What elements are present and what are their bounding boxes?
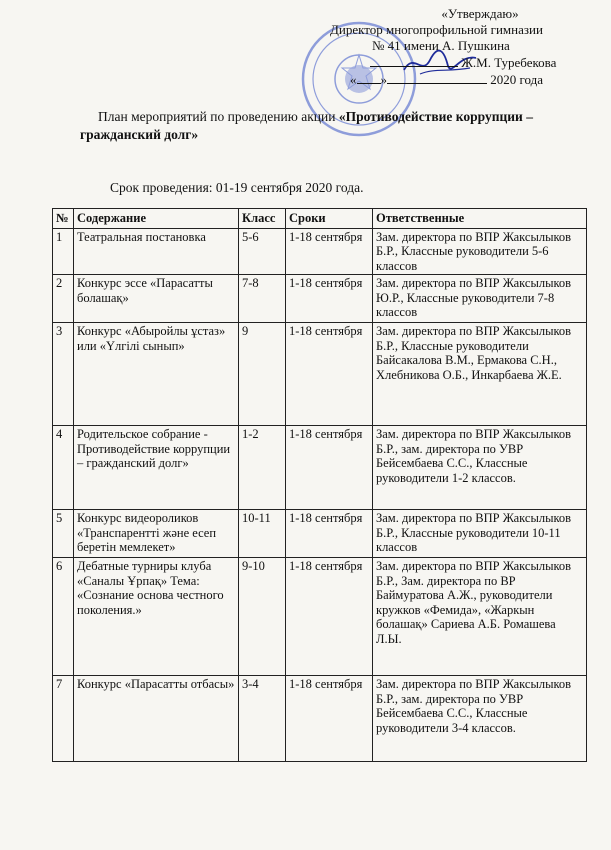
cell-responsible: Зам. директора по ВПР Жаксылыков Ю.Р., Классные руководители 7-8 классов [373,275,587,323]
cell-responsible: Зам. директора по ВПР Жаксылыков Б.Р., Классные руководители 10-11 классов [373,510,587,558]
header-term: Сроки [286,209,373,229]
cell-term: 1-18 сентября [286,558,373,676]
header-responsible: Ответственные [373,209,587,229]
approval-date: « » 2020 года [350,72,544,87]
cell-num: 4 [53,426,74,510]
cell-content: Конкурс эссе «Парасатты болашақ» [74,275,239,323]
cell-term: 1-18 сентября [286,275,373,323]
approval-heading: «Утверждаю» [441,6,519,21]
cell-responsible: Зам. директора по ВПР Жаксылыков Б.Р., Классные руководители 5-6 классов [373,228,587,275]
table-row [53,323,587,426]
approval-block [330,6,600,88]
table-row [53,676,587,762]
cell-num: 6 [53,558,74,676]
cell-class: 9-10 [239,558,286,676]
cell-num: 7 [53,676,74,762]
table-row [53,275,587,323]
signature-line [370,54,458,67]
cell-class: 7-8 [239,275,286,323]
header-num: № [53,209,74,229]
cell-content: Театральная постановка [74,228,239,275]
cell-num: 3 [53,323,74,426]
cell-responsible: Зам. директора по ВПР Жаксылыков Б.Р., зам. директора по УВР Бейсембаева С.С., Классные руководители 3-4 классов. [373,676,587,762]
events-table [52,208,587,762]
cell-num: 1 [53,228,74,275]
cell-num: 2 [53,275,74,323]
cell-content: Конкурс «Парасатты отбасы» [74,676,239,762]
header-content: Содержание [74,209,239,229]
date-year: 2020 года [490,72,544,87]
cell-term: 1-18 сентября [286,426,373,510]
cell-class: 10-11 [239,510,286,558]
cell-content: Конкурс «Абыройлы ұстаз» или «Үлгілі сынып» [74,323,239,426]
plan-title-bold: «Противодействие коррупции – гражданский долг» [80,109,533,142]
table-row [53,558,587,676]
cell-responsible: Зам. директора по ВПР Жаксылыков Б.Р., Зам. директора по ВР Баймуратова А.Ж., руководители кружков «Фемида», «Жаркын болашақ» Сариева А.Б. Ромашева Л.Ы. [373,558,587,676]
cell-term: 1-18 сентября [286,676,373,762]
date-month-line [387,71,487,84]
plan-period: Срок проведения: 01-19 сентября 2020 года. [110,180,364,195]
table-header-row [53,209,587,229]
table-row [53,426,587,510]
cell-responsible: Зам. директора по ВПР Жаксылыков Б.Р., Классные руководители Байсакалова В.М., Ермакова С.Н., Хлебникова О.Б., Инкарбаева Ж.Е. [373,323,587,426]
cell-num: 5 [53,510,74,558]
cell-term: 1-18 сентября [286,510,373,558]
cell-class: 9 [239,323,286,426]
header-class: Класс [239,209,286,229]
approval-position: Директор многопрофильной гимназии [330,22,543,37]
cell-content: Дебатные турниры клуба «Саналы Ұрпақ» Тема: «Сознание основа честного поколения.» [74,558,239,676]
cell-class: 5-6 [239,228,286,275]
table-row [53,510,587,558]
director-name: Ж.М. Туребекова [461,55,557,70]
approval-director [330,54,600,71]
cell-term: 1-18 сентября [286,323,373,426]
cell-term: 1-18 сентября [286,228,373,275]
cell-responsible: Зам. директора по ВПР Жаксылыков Б.Р., зам. директора по УВР Бейсембаева С.С., Классные руководители 1-2 классов. [373,426,587,510]
cell-class: 1-2 [239,426,286,510]
plan-title [80,108,580,144]
cell-content: Родительское собрание - Противодействие коррупции – гражданский долг» [74,426,239,510]
approval-school: № 41 имени А. Пушкина [372,38,510,53]
cell-class: 3-4 [239,676,286,762]
table-row [53,228,587,275]
cell-content: Конкурс видеороликов «Транспарентті және есеп беретін мемлекет» [74,510,239,558]
date-day-line [357,71,381,84]
date-quote: « [350,72,357,87]
plan-title-plain: План мероприятий по проведению акции [98,109,339,124]
